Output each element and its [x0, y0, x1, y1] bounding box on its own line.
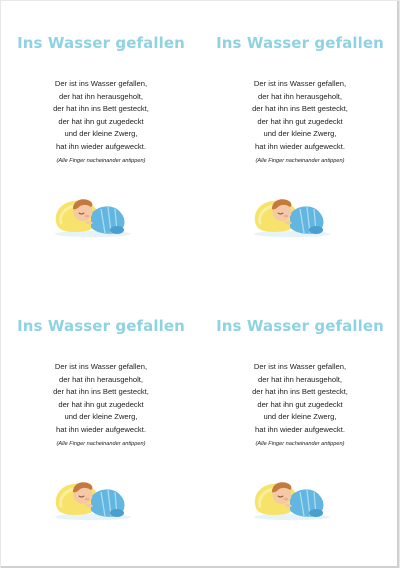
- poem-line: der hat ihn gut zugedeckt: [58, 116, 144, 126]
- poem-line: der hat ihn gut zugedeckt: [257, 116, 343, 126]
- instruction-note: (Alle Finger nacheinander antippen): [255, 441, 345, 447]
- poem-line: hat ihn wieder aufgeweckt.: [56, 141, 146, 151]
- poem-line: und der kleine Zwerg,: [64, 412, 138, 422]
- poem-line: und der kleine Zwerg,: [263, 412, 337, 422]
- card-title: Ins Wasser gefallen: [17, 317, 185, 335]
- poem-line: der hat ihn herausgeholt,: [257, 91, 342, 101]
- poem-line: Der ist ins Wasser gefallen,: [253, 362, 347, 371]
- verse-card: [200, 284, 400, 567]
- poem-line: hat ihn wieder aufgeweckt.: [56, 424, 146, 434]
- poem-line: der hat ihn gut zugedeckt: [257, 399, 343, 409]
- card-title: Ins Wasser gefallen: [17, 34, 185, 52]
- poem-line: der hat ihn herausgeholt,: [257, 374, 342, 384]
- document-page: [1, 1, 399, 568]
- instruction-note: (Alle Finger nacheinander antippen): [56, 441, 146, 447]
- poem-line: der hat ihn ins Bett gesteckt,: [252, 104, 348, 114]
- poem-line: der hat ihn ins Bett gesteckt,: [53, 104, 149, 114]
- sleeping-baby-icon: [250, 470, 332, 522]
- sleeping-baby-icon: [51, 187, 133, 239]
- sleeping-baby-icon: [51, 470, 133, 522]
- poem: [200, 78, 400, 154]
- poem-line: der hat ihn herausgeholt,: [58, 374, 143, 384]
- poem-line: der hat ihn herausgeholt,: [58, 91, 143, 101]
- instruction-note: (Alle Finger nacheinander antippen): [255, 158, 345, 164]
- instruction-note: (Alle Finger nacheinander antippen): [56, 158, 146, 164]
- poem-line: der hat ihn ins Bett gesteckt,: [252, 387, 348, 397]
- verse-card: [200, 1, 400, 284]
- poem-line: und der kleine Zwerg,: [64, 129, 138, 139]
- card-title: Ins Wasser gefallen: [216, 34, 384, 52]
- poem-line: der hat ihn gut zugedeckt: [58, 399, 144, 409]
- poem-line: der hat ihn ins Bett gesteckt,: [53, 387, 149, 397]
- card-title: Ins Wasser gefallen: [216, 317, 384, 335]
- poem-line: hat ihn wieder aufgeweckt.: [255, 141, 345, 151]
- sleeping-baby-icon: [250, 187, 332, 239]
- poem-line: Der ist ins Wasser gefallen,: [54, 79, 148, 88]
- poem-line: und der kleine Zwerg,: [263, 129, 337, 139]
- poem: [1, 78, 201, 154]
- poem-line: Der ist ins Wasser gefallen,: [54, 362, 148, 371]
- verse-card: [1, 1, 201, 284]
- poem-line: Der ist ins Wasser gefallen,: [253, 79, 347, 88]
- poem: [1, 361, 201, 437]
- poem: [200, 361, 400, 437]
- verse-card: [1, 284, 201, 567]
- poem-line: hat ihn wieder aufgeweckt.: [255, 424, 345, 434]
